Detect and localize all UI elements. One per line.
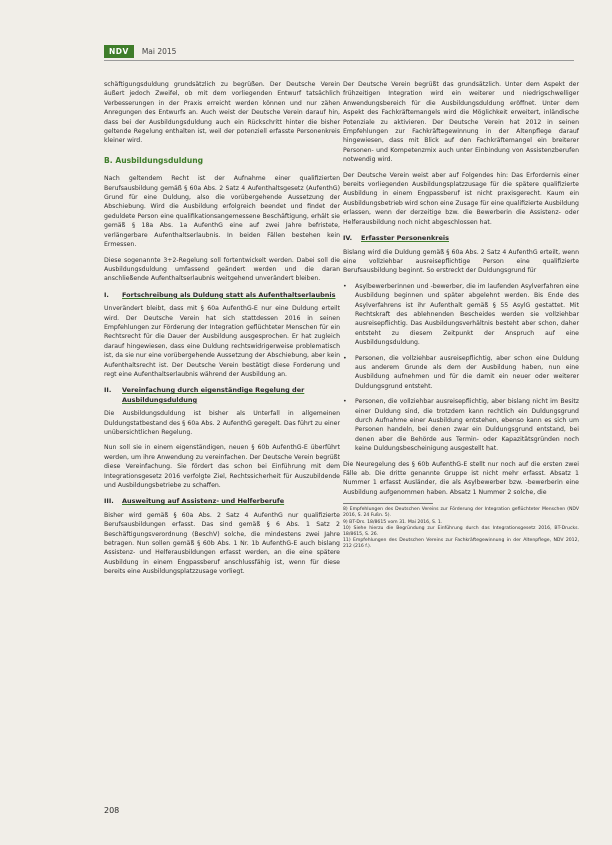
subsection-title: Vereinfachung durch eigenständige Regelung der Ausbildungsduldung	[122, 386, 305, 404]
paragraph: schäftigungsduldung grundsätzlich zu begrüßen. Der Deutsche Verein äußert jedoch Zweifel, ob mit dem vorliegenden Entwurf tatsächlich Verbesserungen in der Praxis erreicht werden können und nur zähen Anregungen des Entwurfs an. Auch weist der Deutsche Verein darauf hin, dass bei der Ausbildungsduldung auch ein Rückschritt hinter die bisher geltende Regelung enthalten ist, weil der potenziell erfasste Personenkreis kleiner wird.	[104, 81, 340, 145]
subsection-title: Ausweitung auf Assistenz- und Helferberufe	[122, 497, 285, 506]
paragraph: Nun soll sie in einem eigenständigen, neuen § 60b AufenthG-E überführt werden, um ihre Anwendung zu vereinfachen. Der Deutsche Verein begrüßt diese Vereinfachung. Sie fördert das schon bei Einführung mit dem Integrationsgesetz 2016 verfolgte Ziel, Rechtssicherheit für Auszubildende und Ausbildungsbetriebe zu schaffen.	[104, 444, 340, 490]
subsection-title: Fortschreibung als Duldung statt als Aufenthaltserlaubnis	[122, 290, 336, 299]
footnote: 9) BT-Drs. 18/8615 vom 31. Mai 2016, S. 1.	[343, 519, 443, 525]
list-item-text: Personen, die vollziehbar ausreisepflichtig, aber bislang nicht im Besitz einer Duldung sind, die trotzdem kann rechtlich ein Duldungsgrund durch Aufnahme einer Ausbildung entstehen, ebenso kann es sich um Personen handeln, bei denen zwar ein Duldungsgrund entstand, bei denen aber die Behörde aus Termin- oder Kapazitätsgründen noch keine Duldungsbescheinigung ausgestellt hat.	[355, 398, 579, 453]
list-item	[343, 397, 579, 453]
paragraph: Unverändert bleibt, dass mit § 60a AufenthG-E nur eine Duldung erteilt wird. Der Deutsche Verein hat sich stattdessen 2016 in seinen Empfehlungen zur Förderung der Integration geflüchteter Menschen für ein Rechtsrecht für die Dauer der Ausbildung ausgesprochen. Er hat zugleich darauf hingewiesen, dass eine Duldung rechtswidrigerweise problematisch ist, da sie nur eine vorübergehende Aussetzung der Abschiebung, aber kein Aufenthaltsrecht ist. Der Deutsche Verein bestätigt diese Forderung und regt eine Aufenthaltserlaubnis während der Ausbildung an.	[104, 305, 340, 378]
subsection-heading	[104, 386, 340, 405]
issue-date: Mai 2015	[141, 46, 177, 56]
list-item-text: Asylbewerberinnen und -bewerber, die im laufenden Asylverfahren eine Ausbildung beginnen und später abgelehnt werden. Bis Ende des Asylverfahrens ist ihr Aufenthalt gemäß § 55 AsylG gestattet. Mit Rechtskraft des ablehnenden Bescheides werden sie vollziehbar ausreisepflichtig. Das Ausbildungsverhältnis besteht aber schon, daher entsteht zu diesem Zeitpunkt der Anspruch auf eine Ausbildungsduldung.	[355, 282, 579, 347]
subsection-heading	[104, 497, 340, 506]
bullet-icon: •	[343, 398, 347, 406]
subsection-title: Erfasster Personenkreis	[361, 234, 449, 243]
list-item-text: Personen, die vollziehbar ausreisepflichtig, aber schon eine Duldung aus anderem Grunde als dem der Ausbildung haben, nun eine Ausbildung aufnehmen und für die damit ein neuer oder weiterer Duldungsgrund entsteht.	[355, 354, 579, 390]
subsection-number: IV.	[343, 234, 353, 243]
section-heading: B. Ausbildungsduldung	[104, 155, 204, 165]
bullet-icon: •	[343, 282, 347, 290]
bullet-icon: •	[343, 354, 347, 362]
bullet-list	[343, 282, 579, 454]
paragraph: Bislang wird die Duldung gemäß § 60a Abs. 2 Satz 4 AufenthG erteilt, wenn eine vollziehbar ausreisepflichtige Person eine qualifizierte Berufsausbildung beginnt. So erstreckt der Duldungsgrund für	[343, 248, 579, 275]
list-item	[343, 354, 579, 392]
paragraph: Die Ausbildungsduldung ist bisher als Unterfall in allgemeinen Duldungstatbestand des § 60a Abs. 2 AufenthG geregelt. Das führt zu einer unübersichtlichen Regelung.	[104, 410, 340, 436]
paragraph: Die Neuregelung des § 60b AufenthG-E stellt nur noch auf die ersten zwei Fälle ab. Die dritte genannte Gruppe ist nicht mehr erfasst. Absatz 1 Nummer 1 erfasst Ausländer, die als Asylbewerber bzw. -bewerberin eine Ausbildung aufgenommen haben. Absatz 1 Nummer 2 solche, die	[343, 460, 579, 496]
paragraph: Nach geltendem Recht ist der Aufnahme einer qualifizierten Berufsausbildung gemäß § 60a Abs. 2 Satz 4 Aufenthaltsgesetz (AufenthG) Grund für eine Duldung, also die vorübergehende Aussetzung der Abschiebung. Wird die Ausbildung erfolgreich beendet und findet der geduldete Person eine qualifikationsangemessene Beschäftigung, erhält sie gemäß § 18a Abs. 1a AufenthG eine auf zwei Jahre befristete, verlängerbare Aufenthaltserlaubnis. In beiden Fällen bestehen kein Ermessen.	[104, 175, 340, 249]
footnote: 8) Empfehlungen des Deutschen Vereins zur Förderung der Integration geflüchteter Menschen (NDV 2016, S. 24 Fußn. 5).	[343, 507, 579, 519]
right-column	[343, 80, 579, 551]
subsection-number: II.	[104, 386, 112, 395]
paragraph: Bisher wird gemäß § 60a Abs. 2 Satz 4 AufenthG nur qualifizierte Berufsausbildungen erfasst. Das sind gemäß § 6 Abs. 1 Satz 2 Beschäftigungsverordnung (BeschV) solche, die mindestens zwei Jahre betragen. Nun sollen gemäß § 60b Abs. 1 Nr. 1b AufenthG-E auch bislang Assistenz- und Helferausbildungen erfasst werden, an die eine spätere Ausbildung in einem Engpassberuf anschlussfähig ist, wenn für diese bereits eine Ausbildungsplatzzusage vorliegt.	[104, 511, 340, 576]
header-rule	[104, 60, 574, 61]
paragraph: Diese sogenannte 3+2-Regelung soll fortentwickelt werden. Dabei soll die Ausbildungsduldung umfassend geändert werden und die daran anschließende Aufenthaltserlaubnis weitgehend unverändert bleiben.	[104, 256, 340, 283]
footnote: 11) Empfehlungen des Deutschen Vereins zur Fachkräftegewinnung in der Altenpflege, NDV 2012, 212 (216 f.).	[343, 538, 579, 550]
subsection-number: III.	[104, 497, 114, 506]
paragraph: Der Deutsche Verein weist aber auf Folgendes hin: Das Erfordernis einer bereits vorliegenden Ausbildungsplatzzusage für die spätere qualifizierte Ausbildung in einem Engpassberuf ist nicht praxisgerecht. Kaum ein Ausbildungsbetrieb wird schon eine Zusage für eine qualifizierte Ausbildung erlassen, wenn der derzeitige bzw. die Bewerberin die Assistenz- oder Helferausbildung noch nicht abgeschlossen hat.	[343, 171, 579, 226]
footnote: 10) Siehe hierzu die Begründung zur Einführung durch das Integrationsgesetz 2016, BT-Drucks. 18/8615, S. 26.	[343, 525, 579, 538]
left-column	[104, 80, 340, 583]
page-header	[104, 44, 176, 58]
paragraph: Der Deutsche Verein begrüßt das grundsätzlich. Unter dem Aspekt der frühzeitigen Integration wird ein weiterer und niedrigschwelliger Anwendungsbereich für die Ausbildungsduldung eröffnet. Unter dem Aspekt des Fachkräftemangels wird die Möglichkeit erweitert, inländische Potenziale zu aktivieren. Der Deutsche Verein hat 2012 in seinen Empfehlungen zur Fachkräftegewinnung in der Altenpflege darauf hingewiesen, dass mit Blick auf den Fachkräftemangel ein breiterer Personen- und Kompetenzmix auch unter Einbindung von Assistenzberufen notwendig wird.	[343, 81, 579, 164]
footnote-rule	[343, 503, 433, 504]
subsection-number: I.	[104, 290, 109, 299]
subsection-heading	[104, 291, 340, 300]
page-number: 208	[104, 806, 120, 815]
list-item	[343, 282, 579, 348]
subsection-heading	[343, 234, 579, 243]
journal-badge: NDV	[104, 45, 134, 58]
